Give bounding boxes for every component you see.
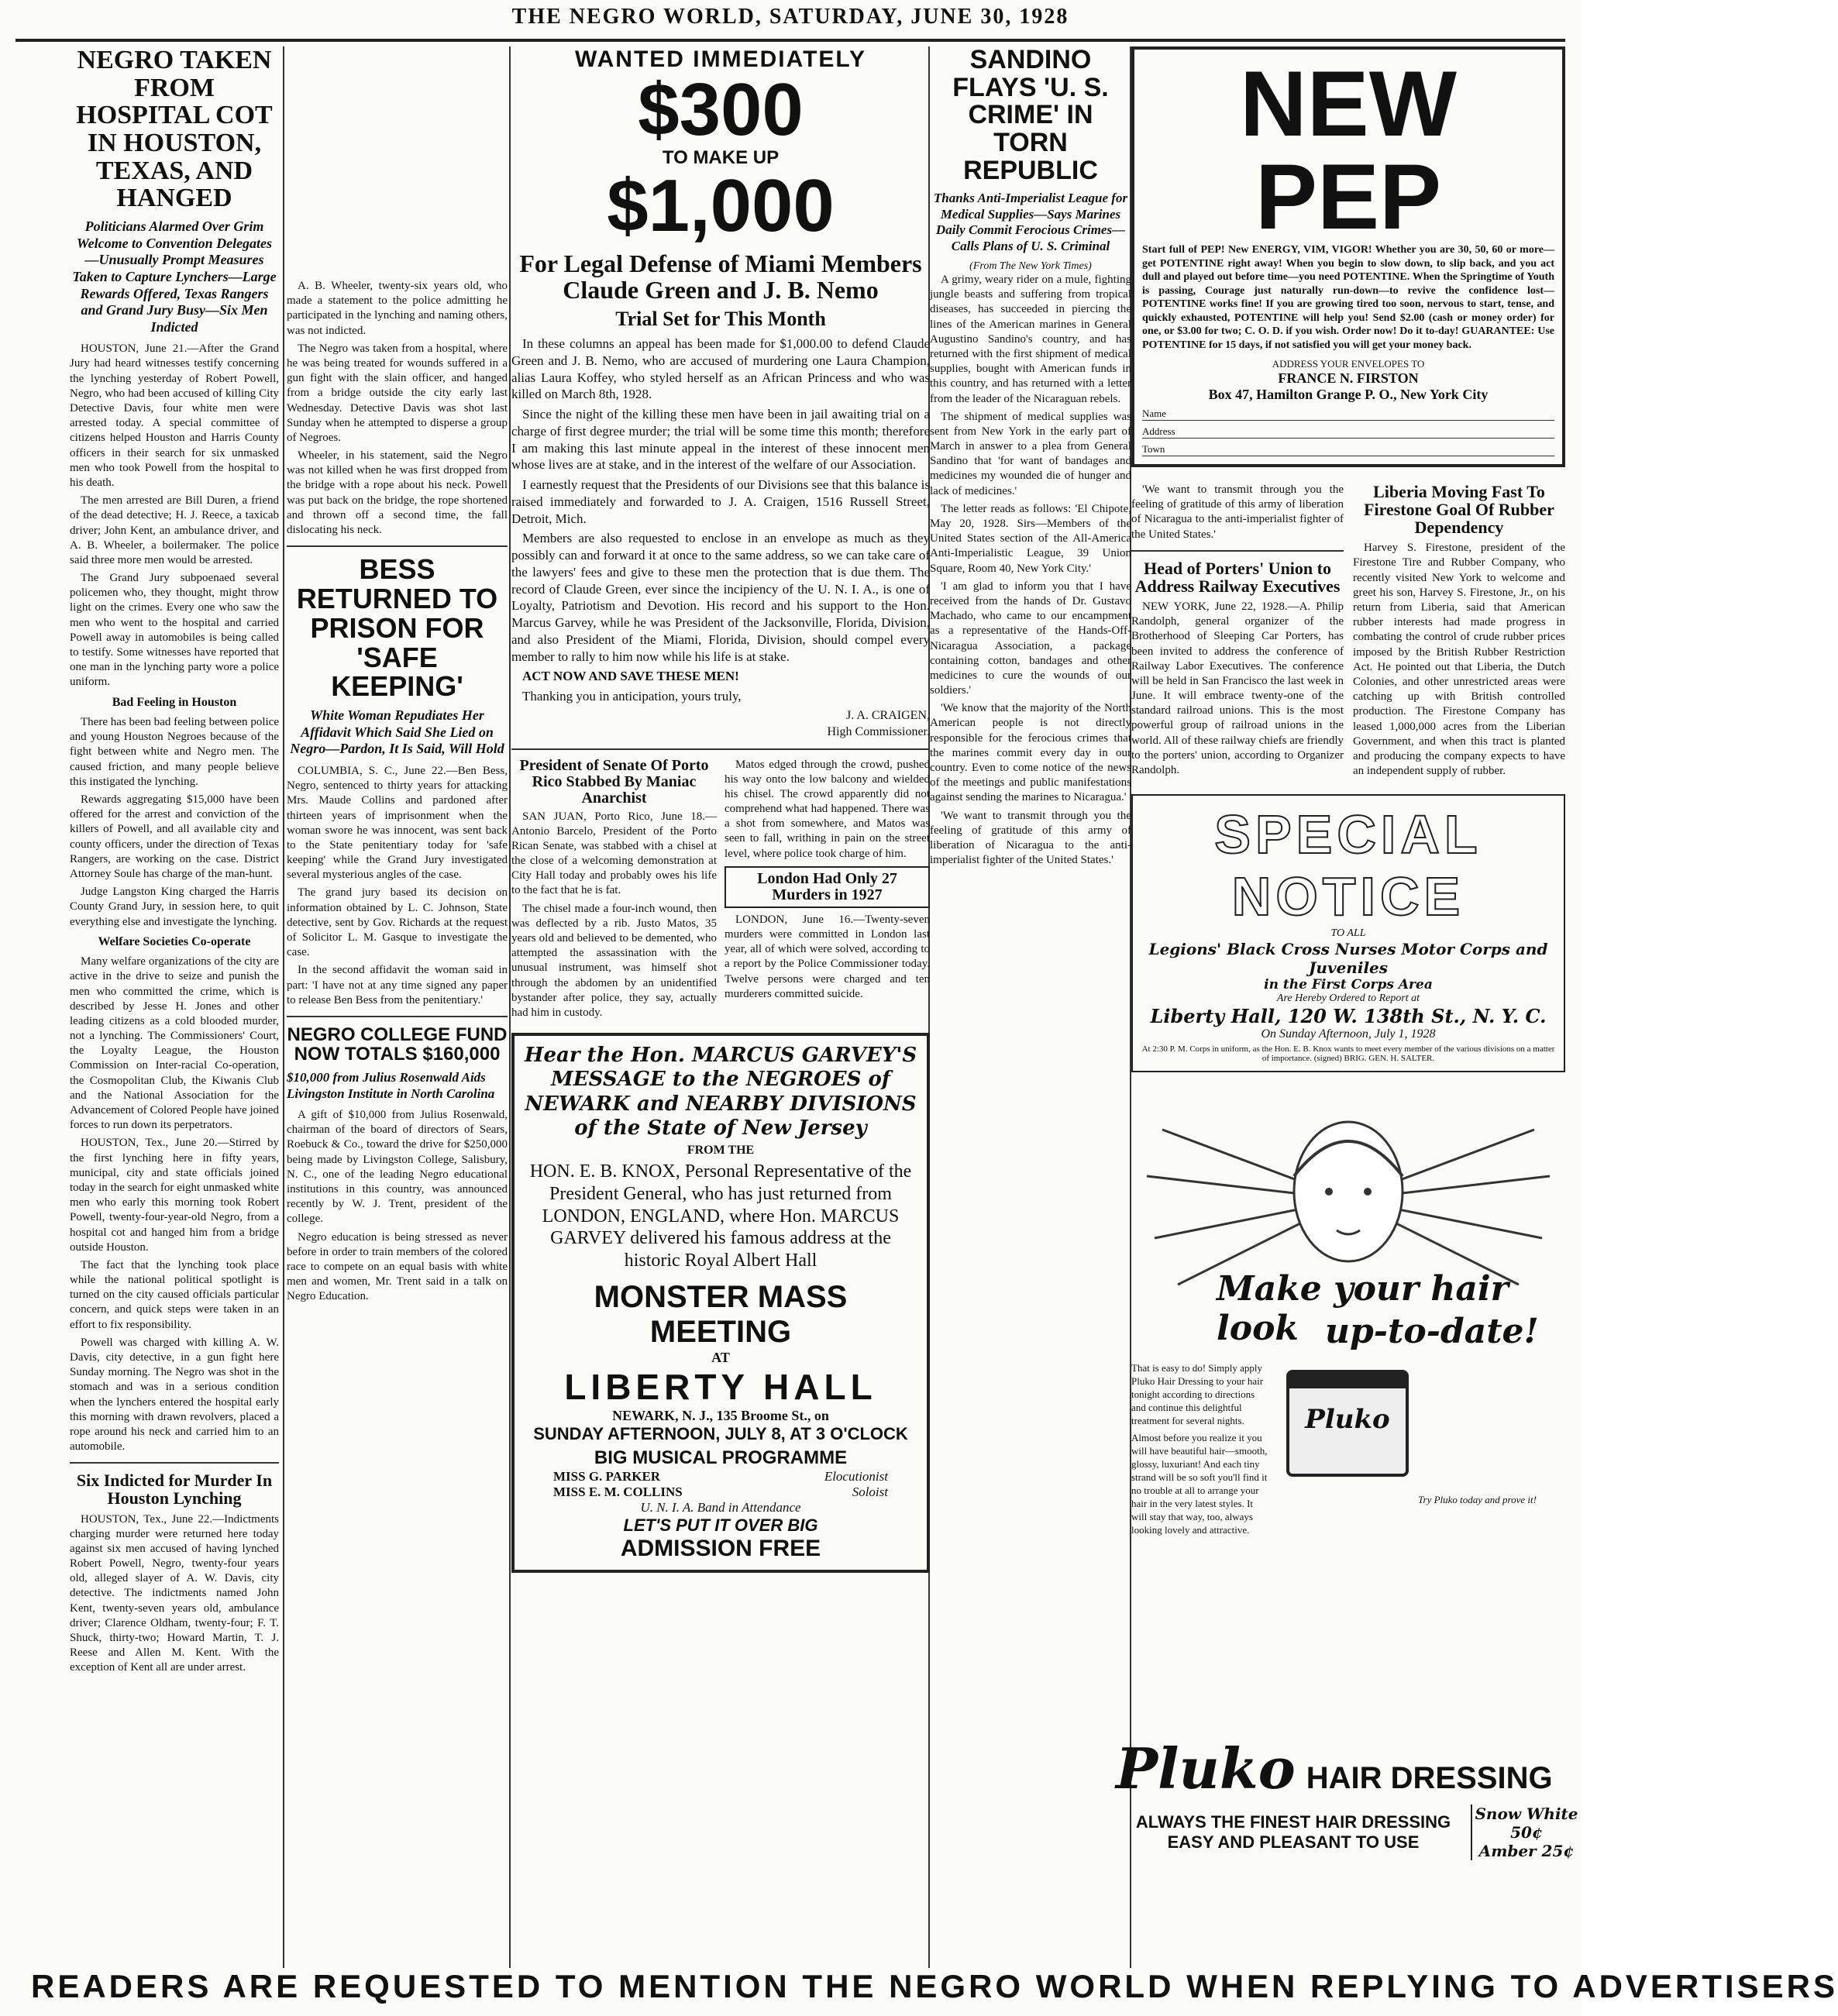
paragraph: Members are also requested to enclose in an envelope as much as they possibly can and forward it at once to the same address, so we can take care of the lawyers' fees and give to these men the protection that is due them. The record of Claude Green, ever since the incipiency of the U. N. I. A., is one of Loyalty, Patriotism and Devotion. His record and his support to the Hon. Marcus Garvey, while he was President of the Jacksonville, Florida, Division, and also President of the Miami, Florida, Division, should compel every member to rally to him now while his life is at stake.	[511, 531, 930, 664]
address-field[interactable]: Address	[1142, 425, 1554, 439]
address-label: ADDRESS YOUR ENVELOPES TO	[1272, 358, 1425, 370]
paragraph: Rewards aggregating $15,000 have been offered for the arrest and conviction of the killers of Powell, and all available city and county officers, under the direction of Texas Rangers, are working on the case. District Attorney Soule has charge of the man-hunt.	[70, 793, 279, 880]
jar-label: Pluko	[1305, 1404, 1390, 1436]
address-name: FRANCE N. FIRSTON	[1278, 370, 1419, 386]
admission-free: ADMISSION FREE	[620, 1535, 821, 1561]
amber-price: Amber 25¢	[1478, 1842, 1575, 1860]
garvey-meeting-ad	[511, 1033, 930, 1573]
deck-houston: Politicians Alarmed Over Grim Welcome to Convention Delegates—Unusually Prompt Measures Taken to Capture Lynchers—Large Rewards Offered, Texas Rangers and Grand Jury Busy—Six Men Indicted	[72, 218, 277, 335]
column-5	[1116, 46, 1578, 1968]
footer-banner: READERS ARE REQUESTED TO MENTION THE NEGRO WORLD WHEN REPLYING TO ADVERTISERS	[31, 1968, 1838, 2004]
potentine-copy: Start full of PEP! New ENERGY, VIM, VIGOR! Whether you are 30, 50, 60 or more—get POTENTINE right away! When you begin to slow down, to slip back, and you act dull and played out before time—you need POTENTINE. When the Springtime of Youth is passing, Courage just naturally run-down—to revive the confidence lost—POTENTINE works fine! If you are growing tired too soon, nervous to start, tense, and quickly exhausted, POTENTINE will help you! Send $2.00 (cash or money order) for one, or $3.00 for two; C. O. D. if you wish. Order now! Do it to-day! GUARANTEE: Use POTENTINE for 15 days, if not satisfied you will get your money back.	[1142, 244, 1554, 351]
headline-sandino: SANDINO FLAYS 'U. S. CRIME' IN TORN REPUBLIC	[952, 45, 1109, 185]
paragraph: The shipment of medical supplies was sent from New York in the early part of March in answer to a plea from General Sandino that 'for want of bandages and medicines my wounded die of hunger and lack of medicines.'	[930, 410, 1131, 497]
source-line: (From The New York Times)	[969, 260, 1092, 272]
wanted-label: WANTED IMMEDIATELY	[574, 46, 866, 72]
paragraph: The letter reads as follows: 'El Chipote, May 20, 1928. Sirs—Members of the United States section of the All-America Anti-Imperialistic League, 39 Union Square, Room 40, New York City.'	[930, 502, 1131, 575]
deck-college: $10,000 from Julius Rosenwald Aids Livingston Institute in North Carolina	[287, 1070, 495, 1101]
ordered-line: Are Hereby Ordered to Report at	[1276, 993, 1420, 1005]
to-all: TO ALL	[1330, 927, 1366, 940]
column-4	[930, 46, 1131, 1751]
performer-parker: MISS G. PARKER	[553, 1468, 661, 1484]
paragraph: The chisel made a four-inch wound, then was deflected by a rib. Justo Matos, 35 years old and believed to be demented, who attempted the assassination with the unusual instrument, was himself shot through the abdomen by an unidentified bystander after police, they say, actually had him in custody.	[511, 902, 717, 1019]
trial-subhead: Trial Set for This Month	[615, 308, 826, 331]
pluko-brand	[1116, 1736, 1581, 1860]
article-houston	[70, 342, 279, 1454]
paragraph: 'I am glad to inform you that I have received from the hands of Dr. Gustavo Machado, who came to our encampment as a representative of the Hands-Off-Nicaragua Association, a package containing cotton, bandages and other medicines to cure the wounds of our soldiers.'	[930, 580, 1131, 697]
to-make-up: TO MAKE UP	[662, 147, 780, 168]
article-porto-rico	[511, 758, 717, 1024]
put-it-over-big: LET'S PUT IT OVER BIG	[623, 1515, 818, 1535]
garvey-message: Hear the Hon. MARCUS GARVEY'S MESSAGE to the NEGROES of NEWARK and NEARBY DIVISIONS of the State of New Jersey	[524, 1044, 917, 1140]
masthead: THE NEGRO WORLD, SATURDAY, JUNE 30, 1928	[15, 5, 1565, 42]
band-note: U. N. I. A. Band in Attendance	[640, 1499, 801, 1515]
paragraph: The Negro was taken from a hospital, where he was being treated for wounds suffered in a gun fight with the slain officer, and hanged from a bridge outside the city early last Wednesday. Detective Davis was shot last Sunday when he attempted to disperse a group of Negroes.	[287, 342, 508, 444]
paragraph: I earnestly request that the Presidents of our Divisions see that this balance is raised immediately and forwarded to J. A. Craigen, 1516 Russell Street, Detroit, Mich.	[511, 477, 930, 526]
paragraph: In these columns an appeal has been made for $1,000.00 to defend Claude Green and J. B. Nemo, who are accused of murdering one Laura Champion, alias Laura Koffey, who styled herself as an African Princess and who was killed on March 8th, 1928.	[511, 336, 930, 402]
divider	[1131, 550, 1344, 552]
headline-college-fund: NEGRO COLLEGE FUND NOW TOTALS $160,000	[287, 1023, 508, 1065]
pluko-copy-2: Almost before you realize it you will have beautiful hair—smooth, glossy, luxuriant! And each tiny strand will be so soft you'll find it no trouble at all to arrange your hair in the very latest styles. It will stay that way, too, always looking lovely and attractive.	[1131, 1432, 1268, 1536]
paragraph: In the second affidavit the woman said in part: 'I have not at any time signed any paper to release Ben Bess from the penitentiary.'	[287, 964, 508, 1006]
paragraph: 'We want to transmit through you the feeling of gratitude of this army of liberation of Nicaragua to the anti-imperialist fighter of the United States.'	[930, 809, 1131, 867]
headline-porto-rico: President of Senate Of Porto Rico Stabbed By Maniac Anarchist	[519, 756, 709, 807]
call-to-action: ACT NOW AND SAVE THESE MEN!	[522, 669, 739, 684]
paragraph: Negro education is being stressed as never before in order to train members of the colored race to compete on an equal basis with white men and women, Mr. Trent said in a talk on Negro Education.	[287, 1230, 508, 1303]
column-5-right	[1353, 483, 1565, 782]
column-1	[70, 46, 279, 1960]
special-notice-title: SPECIAL NOTICE	[1214, 804, 1482, 927]
pluko-try: Try Pluko today and prove it!	[1418, 1494, 1537, 1506]
snow-white-price: Snow White 50¢	[1475, 1804, 1578, 1842]
headline-liberia: Liberia Moving Fast To Firestone Goal Of Rubber Dependency	[1364, 482, 1554, 538]
signature-craigen: J. A. CRAIGEN, High Commissioner.	[827, 708, 930, 738]
paragraph: HOUSTON, June 21.—After the Grand Jury had heard witnesses testify concerning the lynching yesterday of Robert Powell, Negro, who had been accused of killing City Detective Davis, four white men were arrested today. A special committee of citizens helped Houston and Harris County officers in their search for six unmasked men who took Powell from the hospital to his death.	[70, 342, 279, 489]
special-notice	[1131, 794, 1565, 1072]
notice-fine-print: At 2:30 P. M. Corps in uniform, as the Hon. E. B. Knox wants to meet every member of the various divisions on a matter of importance. (signed) BRIG. GEN. H. SALTER.	[1141, 1044, 1555, 1064]
performer-collins: MISS E. M. COLLINS	[553, 1484, 683, 1499]
performer-role: Soloist	[852, 1484, 888, 1499]
paragraph: The Grand Jury subpoenaed several policemen who, they thought, might throw light on the crimes. Every one who saw the men who went to the hospital and carried Powell away in automobiles is being called to testify. Some witnesses have reported that one man in the lynching party wore a police uniform.	[70, 572, 279, 689]
hair-dressing: HAIR DRESSING	[1306, 1761, 1553, 1795]
notice-date: On Sunday Afternoon, July 1, 1928	[1261, 1027, 1436, 1041]
article-continued	[725, 758, 930, 1024]
paragraph: Many welfare organizations of the city are active in the drive to seize and punish the men who committed the crime, which is described by Jesse H. Jones and other leading citizens as a cold blooded murder, not a lynching. The Commissioners' Court, the Loyalty League, the Houston Commission on Inter-racial Co-operation, the Cosmopolitan Club, the Kiwanis Club and the National Association for the Advancement of Colored People have joined forces to run down its perpetrators.	[70, 955, 279, 1132]
hair-headline-2: up-to-date!	[1325, 1312, 1539, 1352]
musical-programme: BIG MUSICAL PROGRAMME	[594, 1447, 848, 1468]
hair-headline-1: Make your hair look	[1217, 1269, 1509, 1349]
headline-six-indicted: Six Indicted for Murder In Houston Lynching	[76, 1471, 273, 1509]
paragraph: SAN JUAN, Porto Rico, June 18.—Antonio Barcelo, President of the Porto Rican Senate, was stabbed with a chisel at the close of a welcoming demonstration at City Hall today and probably owes his life to the fact that he is fat.	[511, 810, 717, 897]
paragraph: HOUSTON, Tex., June 22.—Indictments charging murder were returned here today against six men accused of having lynched Robert Powell, Negro, twenty-four years old, alleged slayer of A. W. Davis, city detective. The indictments named John Kent, twenty-seven years old, ambulance driver; Clarence Oldham, twenty-four; F. T. Shuck, thirty-two; Howard Martin, T. J. Reese and Allen M. Kent. With the exception of Kent all are under arrest.	[70, 1512, 279, 1674]
headline-legal-defense: For Legal Defense of Miami Members Claude Green and J. B. Nemo	[519, 249, 922, 304]
liberty-hall-address: Liberty Hall, 120 W. 138th St., N. Y. C.	[1150, 1005, 1547, 1028]
column-rule	[509, 46, 511, 1968]
paragraph: The fact that the lynching took place while the national political spotlight is turned on the city caused officials particular concern, and quick steps were taken in an effort to fix responsibility.	[70, 1258, 279, 1331]
new-pep-title: NEW PEP	[1240, 52, 1457, 249]
meeting-date: SUNDAY AFTERNOON, JULY 8, AT 3 O'CLOCK	[533, 1423, 908, 1443]
deck-bess: White Woman Repudiates Her Affidavit Which Said She Lied on Negro—Pardon, It Is Said, Will Hold	[290, 707, 504, 757]
divider	[511, 748, 930, 750]
divider	[287, 1016, 508, 1017]
headline-porters: Head of Porters' Union to Address Railway Executives	[1134, 558, 1341, 596]
meeting-address: NEWARK, N. J., 135 Broome St., on	[612, 1407, 829, 1423]
paragraph: NEW YORK, June 22, 1928.—A. Philip Randolph, general organizer of the Brotherhood of Sleeping Car Porters, has been invited to address the conference of Railway Labor Executives. The conference will be held in San Francisco the last week in June. It will embrace twenty-one of the standard railroad unions. This is the most powerful group of railroad unions in the world. All of these railway chiefs are friendly to the porters' union, according to Organizer Randolph.	[1131, 600, 1344, 776]
paragraph: Matos edged through the crowd, pushed his way onto the low balcony and wielded his chisel. The crowd apparently did not comprehend what had happened. There was a shot from somewhere, and Matos was seen to fall, writhing in pain on the street level, where police took charge of him.	[725, 758, 930, 860]
pluko-jar-icon	[1286, 1370, 1409, 1477]
paragraph: The men arrested are Bill Duren, a friend of the dead detective; H. J. Reece, a taxicab driver; John Kent, an ambulance driver, and A. B. Wheeler, a boilermaker. The police said three more men would be arrested.	[70, 494, 279, 566]
headline-houston-lynching: NEGRO TAKEN FROM HOSPITAL COT IN HOUSTON, TEXAS, AND HANGED	[76, 46, 273, 213]
paragraph: The grand jury based its decision on information obtained by L. C. Johnson, State detective, sent by Gov. Richards at the request of Solicitor L. M. Gasque to investigate the case.	[287, 886, 508, 959]
liberty-hall-title: LIBERTY HALL	[564, 1366, 877, 1407]
column-2	[287, 46, 508, 1960]
paragraph: A. B. Wheeler, twenty-six years old, who made a statement to the police admitting he participated in the lynching and naming others, was not indicted.	[287, 280, 508, 337]
paragraph: A grimy, weary rider on a mule, fighting jungle beasts and suffering from tropical diseases, has succeeded in piercing the lines of the American marines in General Augustino Sandino's country, and has returned with the first shipment of medical supplies, bought with American funds in this country, and has returned with a letter from the leader of the Nicaraguan rebels.	[930, 274, 1131, 405]
potentine-ad	[1131, 46, 1565, 467]
amount-1000: $1,000	[607, 164, 835, 247]
paragraph: Powell was charged with killing A. W. Davis, city detective, in a gun fight here Sunday morning. The Negro was shot in the stomach and was in a serious condition when the lynchers entered the hospital early this morning with drawn revolvers, placed a rope around his neck and carried him to an automobile.	[70, 1336, 279, 1454]
paragraph: Since the night of the killing these men have been in jail awaiting trial on a charge of first degree murder; the trial will be some time this month; therefore I am making this last minute appeal in the interest of these innocent men whose lives are at stake, and in the interest of the welfare of our Association.	[511, 407, 930, 473]
divider	[287, 545, 508, 547]
paragraph: Harvey S. Firestone, president of the Firestone Tire and Rubber Company, who recently visited New York to welcome and greet his son, Harvey S. Firestone, Jr., on his return from Liberia, said that American rubber interests had made progress in combating the control of crude rubber prices imposed by the British Rubber Restriction Act. He pointed out that Liberia, the Dutch Colonies, and other unrestricted areas were catching up with British controlled production. The Firestone Company has leased 1,000,000 acres from the Liberian Government, and when this tract is planted and producing the company expects to have an independent supply of rubber.	[1353, 542, 1565, 778]
paragraph: HOUSTON, Tex., June 20.—Stirred by the first lynching here in fifty years, municipal, city and state officials joined today in the search for eight unmasked white men who early this morning took Robert Powell, twenty-four-year-old Negro, from a hospital cot and hanged him from a bridge outside Houston.	[70, 1137, 279, 1254]
amount-300: $300	[638, 68, 804, 151]
always-finest: ALWAYS THE FINEST HAIR DRESSING	[1135, 1812, 1451, 1832]
column-rule	[283, 46, 284, 1968]
column-5-left	[1131, 483, 1344, 782]
pluko-ad	[1131, 1083, 1565, 1579]
divider	[70, 1462, 279, 1464]
paragraph: Judge Langston King charged the Harris County Grand Jury, in session here, to quit everything else and investigate the lynching.	[70, 886, 279, 928]
headline-bess-returned: BESS RETURNED TO PRISON FOR 'SAFE KEEPING'	[296, 553, 498, 703]
at-label: AT	[711, 1349, 730, 1365]
legions-line: Legions' Black Cross Nurses Motor Corps and Juveniles	[1148, 940, 1548, 978]
subhead: Bad Feeling in Houston	[112, 695, 237, 709]
mass-meeting-title: MONSTER MASS MEETING	[594, 1279, 848, 1349]
name-field[interactable]: Name	[1142, 408, 1554, 421]
paragraph: A gift of $10,000 from Julius Rosenwald, chairman of the board of directors of Sears, Roebuck & Co., toward the drive for $250,000 being made by Livingston College, Salisbury, N. C., one of the leading Negro educational institutions in this country, was announced recently by W. J. Trent, president of the college.	[287, 1109, 508, 1226]
paragraph: Wheeler, in his statement, said the Negro was not killed when he was first dropped from the bridge with a rope about his neck. Powell was put back on the bridge, the rope shortened and thrown off a second time, the fall dislocating his neck.	[287, 449, 508, 536]
column-3	[511, 46, 930, 1960]
paragraph: COLUMBIA, S. C., June 22.—Ben Bess, Negro, sentenced to thirty years for attacking Mrs. Maude Collins and pardoned after thirteen years of imprisonment when the woman swore he was innocent, was sent back to the State penitentiary today for 'safe keeping' while the Grand Jury investigated several mysterious angles of the case.	[287, 764, 508, 882]
town-field[interactable]: Town	[1142, 443, 1554, 456]
paragraph: 'We want to transmit through you the feeling of gratitude of this army of liberation of Nicaragua to the anti-imperialist fighter of the United States.'	[1131, 483, 1344, 541]
performer-role: Elocutionist	[824, 1468, 888, 1484]
subhead: Welfare Societies Co-operate	[98, 934, 251, 948]
paragraph: LONDON, June 16.—Twenty-seven murders were committed in London last year, all of which were solved, according to a report by the Police Commissioner today. Twelve persons were charged and ten murderers committed suicide.	[725, 913, 930, 1000]
easy-pleasant: EASY AND PLEASANT TO USE	[1167, 1832, 1420, 1852]
headline-london: London Had Only 27 Murders in 1927	[725, 866, 930, 908]
address-box: Box 47, Hamilton Grange P. O., New York City	[1208, 387, 1489, 402]
pluko-copy-1: That is easy to do! Simply apply Pluko Hair Dressing to your hair tonight according to directions and continue this delightful treatment for several nights.	[1131, 1362, 1264, 1426]
from-label: FROM THE	[687, 1143, 755, 1157]
first-corps: in the First Corps Area	[1264, 977, 1433, 993]
paragraph: There has been bad feeling between police and young Houston Negroes because of the fight between white and Negro men. The caused friction, and many people believe this instigated the lynching.	[70, 716, 279, 788]
knox-representative: HON. E. B. KNOX, Personal Representative of the President General, who has just returned from LONDON, ENGLAND, where Hon. MARCUS GARVEY delivered his famous address at the historic Royal Albert Hall	[529, 1161, 912, 1271]
paragraph: 'We know that the majority of the North American people is not directly responsible for the ferocious crimes that the marines commit every day in our country. Even to come notice of the news of the meetings and public manifestations against sending the marines to Nicaragua.'	[930, 702, 1131, 804]
pluko-logo: Pluko	[1116, 1736, 1296, 1801]
deck-sandino: Thanks Anti-Imperialist League for Medical Supplies—Says Marines Daily Commit Ferocious Crimes—Calls Plans of U. S. Criminal	[933, 191, 1128, 253]
paragraph: Thanking you in anticipation, yours truly,	[522, 689, 742, 704]
